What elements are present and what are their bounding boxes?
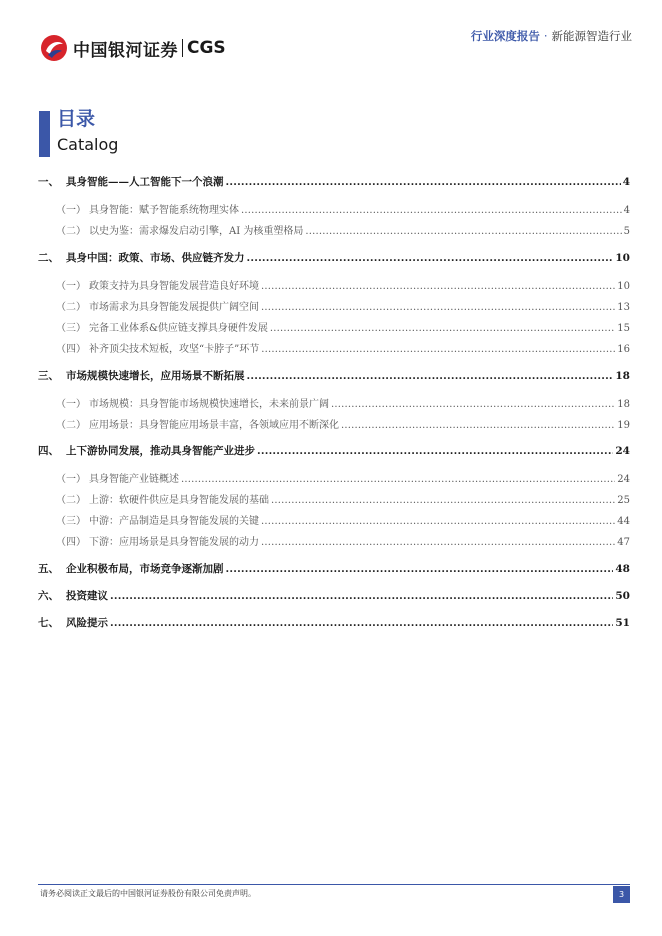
- toc-entry-number: （一）: [56, 281, 86, 292]
- toc-entry-page: 13: [617, 302, 630, 313]
- toc-entry-number: （三）: [56, 323, 86, 334]
- toc-entry-number: （二）: [56, 302, 86, 313]
- toc-chapter-entry[interactable]: [38, 588, 630, 603]
- cgs-logo-icon: [40, 34, 68, 62]
- toc-entry-page: 25: [617, 495, 630, 506]
- toc-leader-dots: [271, 495, 615, 506]
- toc-entry-title: 市场规模快速增长，应用场景不断拓展: [66, 370, 245, 382]
- footer-disclaimer: 请务必阅读正文最后的中国银河证券股份有限公司免责声明。: [40, 889, 256, 898]
- toc-entry-page: 47: [617, 537, 630, 548]
- logo-text-cn: 中国银河证券: [73, 40, 178, 61]
- toc-entry-number: （二）: [56, 226, 86, 237]
- toc-section-entry[interactable]: [56, 533, 630, 548]
- toc-leader-dots: [331, 399, 615, 410]
- toc-entry-title: 具身智能产业链概述: [89, 474, 179, 485]
- toc-entry-title: 风险提示: [66, 617, 108, 629]
- toc-entry-number: （二）: [56, 495, 86, 506]
- toc-entry-page: 24: [617, 474, 630, 485]
- toc-entry-title: 具身智能：赋予智能系统物理实体: [89, 205, 239, 216]
- page-title: 目录: [57, 108, 96, 130]
- toc-section-entry[interactable]: [56, 512, 630, 527]
- toc-entry-page: 50: [615, 590, 630, 602]
- toc-leader-dots: [341, 420, 615, 431]
- page-subtitle: Catalog: [57, 135, 119, 154]
- toc-entry-page: 15: [617, 323, 630, 334]
- toc-entry-page: 24: [615, 445, 630, 457]
- toc-entry-page: 18: [615, 370, 630, 382]
- toc-entry-title: 上下游协同发展，推动具身智能产业进步: [66, 445, 255, 457]
- toc-entry-title: 以史为鉴：需求爆发启动引擎，AI 为核重塑格局: [89, 226, 304, 237]
- report-type: 行业深度报告: [470, 29, 540, 43]
- toc-chapter-entry[interactable]: [38, 174, 630, 189]
- toc-entry-title: 上游：软硬件供应是具身智能发展的基础: [89, 495, 269, 506]
- toc-entry-page: 4: [622, 176, 630, 188]
- toc-leader-dots: [181, 474, 615, 485]
- title-accent-bar: [39, 111, 50, 157]
- toc-leader-dots: [241, 205, 622, 216]
- toc-entry-page: 44: [617, 516, 630, 527]
- toc-leader-dots: [257, 445, 613, 457]
- toc-leader-dots: [261, 281, 615, 292]
- toc-entry-title: 具身中国：政策、市场、供应链齐发力: [66, 252, 245, 264]
- toc-section-entry[interactable]: [56, 395, 630, 410]
- toc-entry-page: 48: [615, 563, 630, 575]
- report-header: [471, 28, 632, 44]
- header-separator: ·: [543, 29, 548, 43]
- toc-leader-dots: [261, 344, 615, 355]
- toc-entry-title: 企业积极布局，市场竞争逐渐加剧: [66, 563, 224, 575]
- toc-chapter-entry[interactable]: [38, 250, 630, 265]
- page-number: 3: [613, 886, 630, 903]
- toc-leader-dots: [305, 226, 621, 237]
- toc-entry-number: （四）: [56, 537, 86, 548]
- toc-leader-dots: [270, 323, 615, 334]
- toc-entry-number: 五、: [38, 563, 59, 575]
- logo-divider: [182, 39, 183, 57]
- toc-entry-page: 4: [623, 205, 630, 216]
- footer-divider: [38, 884, 630, 885]
- toc-entry-number: （一）: [56, 399, 86, 410]
- toc-entry-number: 一、: [38, 176, 59, 188]
- toc-leader-dots: [247, 252, 614, 264]
- toc-chapter-entry[interactable]: [38, 615, 630, 630]
- toc-entry-page: 10: [615, 252, 630, 264]
- toc-section-entry[interactable]: [56, 319, 630, 334]
- toc-leader-dots: [226, 563, 614, 575]
- toc-chapter-entry[interactable]: [38, 443, 630, 458]
- toc-entry-title: 下游：应用场景是具身智能发展的动力: [89, 537, 259, 548]
- toc-entry-number: 四、: [38, 445, 59, 457]
- toc-entry-title: 具身智能——人工智能下一个浪潮: [66, 176, 224, 188]
- toc-entry-page: 10: [617, 281, 630, 292]
- toc-leader-dots: [261, 537, 615, 548]
- toc-entry-number: （三）: [56, 516, 86, 527]
- toc-entry-title: 完备工业体系&供应链支撑具身硬件发展: [89, 323, 268, 334]
- toc-entry-number: 二、: [38, 252, 59, 264]
- toc-chapter-entry[interactable]: [38, 368, 630, 383]
- logo-text-en: CGS: [187, 38, 226, 58]
- toc-entry-number: 七、: [38, 617, 59, 629]
- toc-entry-number: （四）: [56, 344, 86, 355]
- toc-entry-number: （二）: [56, 420, 86, 431]
- toc-section-entry[interactable]: [56, 416, 630, 431]
- toc-entry-title: 中游：产品制造是具身智能发展的关键: [89, 516, 259, 527]
- toc-entry-number: 三、: [38, 370, 59, 382]
- toc-section-entry[interactable]: [56, 222, 630, 237]
- toc-entry-page: 19: [617, 420, 630, 431]
- toc-entry-title: 投资建议: [66, 590, 108, 602]
- toc-entry-page: 51: [615, 617, 630, 629]
- industry-name: 新能源智造行业: [551, 29, 632, 43]
- toc-section-entry[interactable]: [56, 340, 630, 355]
- toc-entry-number: （一）: [56, 205, 86, 216]
- toc-leader-dots: [261, 516, 615, 527]
- toc-section-entry[interactable]: [56, 277, 630, 292]
- company-logo: [40, 34, 226, 62]
- toc-leader-dots: [110, 590, 613, 602]
- toc-entry-page: 5: [623, 226, 630, 237]
- toc-section-entry[interactable]: [56, 470, 630, 485]
- toc-entry-title: 市场需求为具身智能发展提供广阔空间: [89, 302, 259, 313]
- toc-leader-dots: [261, 302, 615, 313]
- toc-leader-dots: [226, 176, 621, 188]
- toc-entry-page: 16: [617, 344, 630, 355]
- toc-entry-title: 补齐顶尖技术短板，攻坚“卡脖子”环节: [89, 344, 260, 355]
- toc-entry-title: 政策支持为具身智能发展营造良好环境: [89, 281, 259, 292]
- toc-entry-number: 六、: [38, 590, 59, 602]
- toc-chapter-entry[interactable]: [38, 561, 630, 576]
- toc-section-entry[interactable]: [56, 201, 630, 216]
- toc-section-entry[interactable]: [56, 491, 630, 506]
- toc-entry-title: 市场规模：具身智能市场规模快速增长，未来前景广阔: [89, 399, 329, 410]
- toc-entry-number: （一）: [56, 474, 86, 485]
- toc-section-entry[interactable]: [56, 298, 630, 313]
- toc-leader-dots: [247, 370, 614, 382]
- toc-entry-title: 应用场景：具身智能应用场景丰富，各领域应用不断深化: [89, 420, 339, 431]
- toc-entry-page: 18: [617, 399, 630, 410]
- toc-leader-dots: [110, 617, 613, 629]
